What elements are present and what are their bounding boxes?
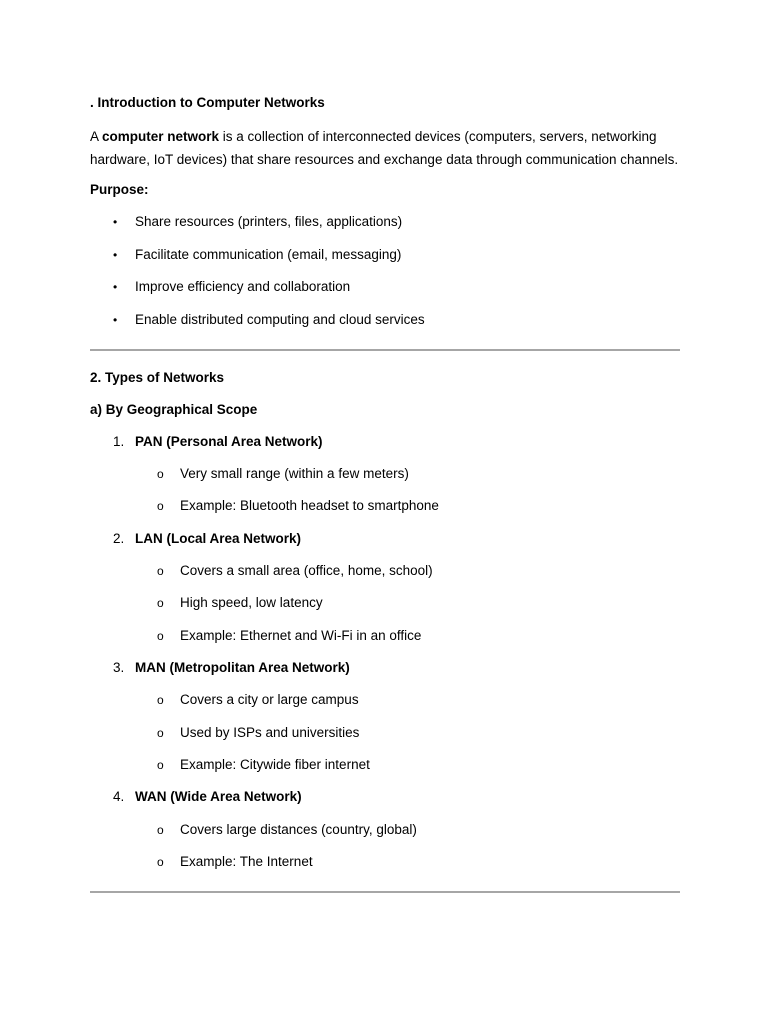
list-item-text: Share resources (printers, files, applications): [135, 214, 403, 229]
list-item: [90, 691, 680, 709]
list-item: [90, 594, 680, 612]
network-name: WAN (Wide Area Network): [135, 789, 302, 805]
network-item-wan: [90, 788, 680, 871]
section-2-heading: 2. Types of Networks: [90, 369, 225, 385]
list-item-text: Example: Citywide fiber internet: [180, 757, 370, 773]
circle-bullet-icon: o: [157, 855, 164, 870]
list-item-text: Example: Ethernet and Wi-Fi in an office: [180, 627, 422, 643]
list-item: [90, 311, 680, 329]
bullet-icon: •: [113, 312, 118, 327]
paragraph-rest: is a collection of interconnected devices (computers, servers, networking hardware, IoT devices) that share resources and exchange data through communication channels.: [90, 129, 679, 167]
horizontal-divider: [90, 349, 680, 351]
section-2-subheading: a) By Geographical Scope: [90, 401, 258, 417]
network-name: LAN (Local Area Network): [135, 530, 302, 546]
list-item-text: Facilitate communication (email, messaging): [135, 246, 402, 262]
list-item-text: High speed, low latency: [180, 595, 323, 611]
list-item: [90, 497, 680, 515]
bullet-icon: •: [113, 215, 118, 229]
item-number: 2.: [113, 530, 125, 546]
list-item: [90, 627, 680, 645]
circle-bullet-icon: o: [157, 564, 164, 579]
network-item-heading: [90, 659, 680, 677]
section-1-heading: . Introduction to Computer Networks: [90, 95, 325, 110]
list-item: [90, 278, 680, 296]
item-number: 4.: [113, 789, 125, 805]
network-types-list: [90, 433, 680, 872]
circle-bullet-icon: o: [157, 628, 164, 643]
network-item-heading: [90, 530, 680, 548]
list-item-text: Example: The Internet: [180, 854, 313, 870]
list-item: [90, 465, 680, 483]
list-item-text: Example: Bluetooth headset to smartphone: [180, 498, 439, 514]
network-item-pan: [90, 433, 680, 516]
item-number: 3.: [113, 659, 125, 675]
list-item-text: Covers a city or large campus: [180, 692, 359, 708]
list-item: [90, 562, 680, 580]
circle-bullet-icon: o: [157, 725, 164, 740]
circle-bullet-icon: o: [157, 758, 164, 773]
circle-bullet-icon: o: [157, 596, 164, 611]
circle-bullet-icon: o: [157, 467, 164, 481]
section-1-paragraph: [90, 126, 680, 171]
circle-bullet-icon: o: [157, 499, 164, 514]
list-item-text: Used by ISPs and universities: [180, 724, 360, 740]
network-name: MAN (Metropolitan Area Network): [135, 659, 350, 675]
list-item: [90, 853, 680, 871]
item-number: 1.: [113, 433, 125, 449]
list-item: [90, 246, 680, 264]
list-item: [90, 213, 680, 231]
network-points: [90, 691, 680, 774]
document-content: [90, 94, 680, 893]
list-item-text: Covers large distances (country, global): [180, 821, 417, 837]
purpose-list: [90, 213, 680, 329]
bullet-icon: •: [113, 247, 118, 262]
circle-bullet-icon: o: [157, 822, 164, 837]
list-item: [90, 756, 680, 774]
network-name: PAN (Personal Area Network): [135, 433, 323, 449]
list-item-text: Enable distributed computing and cloud services: [135, 311, 425, 327]
paragraph-bold-term: computer network: [102, 129, 220, 144]
list-item-text: Improve efficiency and collaboration: [135, 279, 351, 294]
paragraph-prefix: A: [90, 129, 103, 144]
circle-bullet-icon: o: [157, 693, 164, 708]
purpose-label: Purpose:: [90, 182, 149, 197]
network-item-man: [90, 659, 680, 774]
network-points: [90, 465, 680, 515]
network-item-lan: [90, 530, 680, 645]
list-item-text: Covers a small area (office, home, school): [180, 563, 433, 579]
list-item-text: Very small range (within a few meters): [180, 466, 409, 481]
network-item-heading: [90, 433, 680, 451]
horizontal-divider: [90, 891, 680, 893]
bullet-icon: •: [113, 280, 118, 294]
network-item-heading: [90, 788, 680, 806]
network-points: [90, 821, 680, 871]
network-points: [90, 562, 680, 645]
list-item: [90, 821, 680, 839]
list-item: [90, 724, 680, 742]
